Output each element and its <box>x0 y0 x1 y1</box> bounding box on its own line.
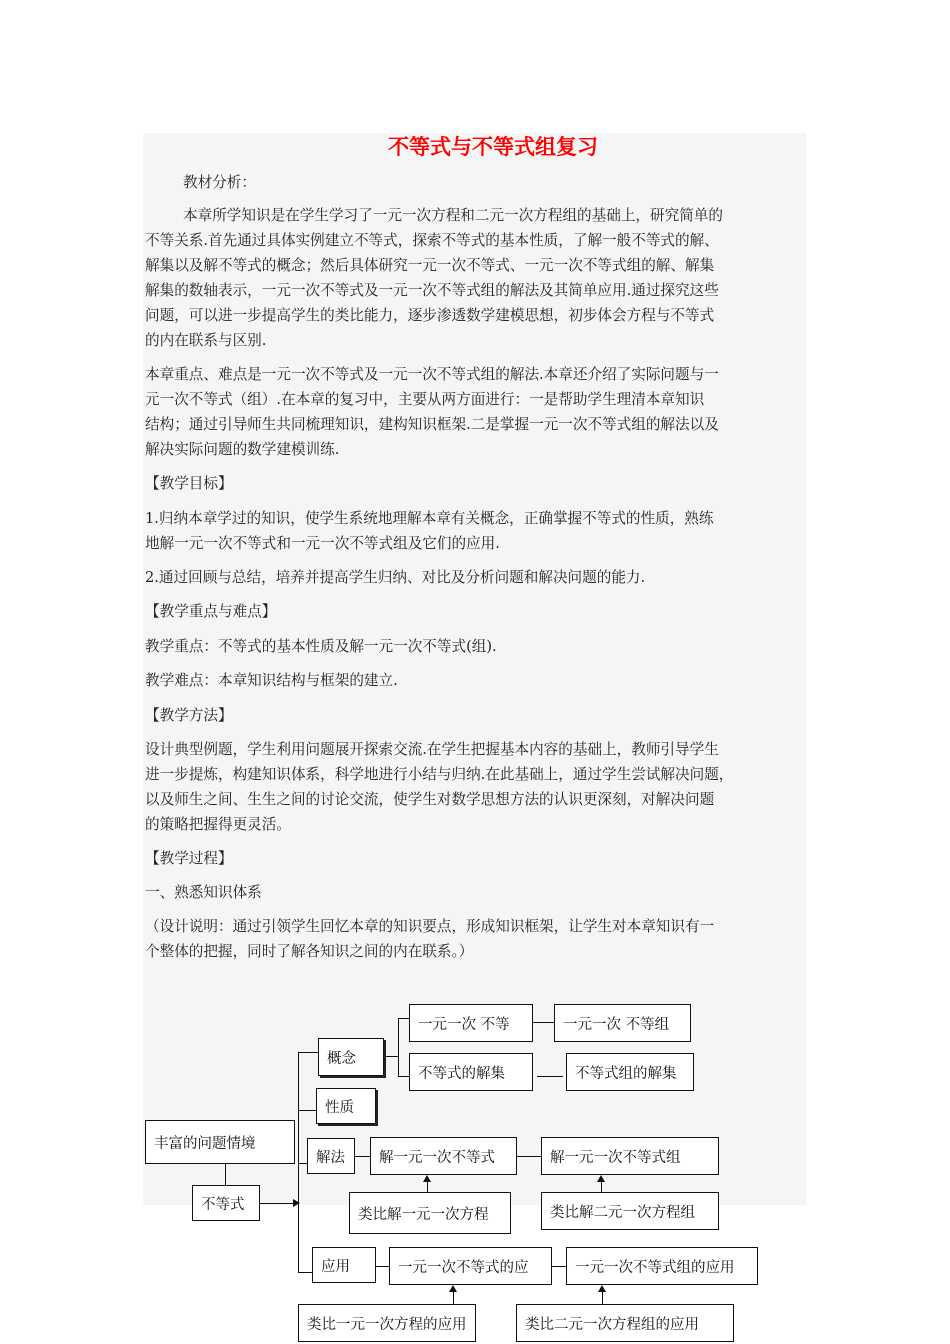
arrow-up-icon <box>423 1175 431 1182</box>
keypoints-heading: 【教学重点与难点】 <box>145 603 277 620</box>
connector <box>398 1076 409 1077</box>
connector <box>427 1182 428 1192</box>
goals-heading: 【教学目标】 <box>145 475 233 492</box>
para1-line: 解集以及解不等式的概念；然后具体研究一元一次不等式、一元一次不等式组的解、解集 <box>145 257 715 274</box>
goal1-line: 1.归纳本章学过的知识，使学生系统地理解本章有关概念，正确掌握不等式的性质，熟练 <box>145 510 714 527</box>
analogy-system-equation-box: 类比解二元一次方程组 <box>541 1192 719 1230</box>
connector <box>601 1182 602 1192</box>
solve-linear-inequality-box: 解一元一次不等式 <box>370 1137 517 1175</box>
method-line: 以及师生之间、生生之间的讨论交流，使学生对数学思想方法的认识更深刻，对解决问题 <box>145 791 715 808</box>
analogy-linear-equation-box: 类比解一元一次方程 <box>349 1192 511 1234</box>
connector <box>517 1156 541 1157</box>
para1-line: 不等关系.首先通过具体实例建立不等式，探索不等式的基本性质，了解一般不等式的解、 <box>145 232 719 249</box>
goal2-line: 2.通过回顾与总结，培养并提高学生归纳、对比及分析问题和解决问题的能力. <box>145 569 646 586</box>
method-line: 进一步提炼，构建知识体系，科学地进行小结与归纳.在此基础上，通过学生尝试解决问题， <box>145 766 734 783</box>
inequality-solution-set-box: 不等式的解集 <box>409 1053 533 1091</box>
app-linear-inequality-box: 一元一次不等式的应 <box>389 1247 552 1285</box>
connector <box>376 1266 389 1267</box>
para1-line: 问题，可以进一步提高学生的类比能力，逐步渗透数学建模思想，初步体会方程与不等式 <box>145 307 715 324</box>
system-solution-set-box: 不等式组的解集 <box>566 1053 694 1091</box>
connector <box>398 1018 399 1076</box>
para1-line: 的内在联系与区别. <box>145 332 267 349</box>
property-box: 性质 <box>316 1088 376 1124</box>
para2-line: 本章重点、难点是一元一次不等式及一元一次不等式组的解法.本章还介绍了实际问题与一 <box>145 366 719 383</box>
analogy-app-linear-box: 类比一元一次方程的应用 <box>298 1304 476 1342</box>
arrow-up-icon <box>449 1285 457 1292</box>
para1-line: 解集的数轴表示，一元一次不等式及一元一次不等式组的解法及其简单应用.通过探究这些 <box>145 282 719 299</box>
method-heading: 【教学方法】 <box>145 707 233 724</box>
para1-line: 本章所学知识是在学生学习了一元一次方程和二元一次方程组的基础上，研究简单的 <box>183 207 723 224</box>
design-note-line: （设计说明：通过引领学生回忆本章的知识要点，形成知识框架，让学生对本章知识有一 <box>145 918 715 935</box>
connector <box>298 1052 318 1053</box>
method-line: 的策略把握得更灵活。 <box>145 816 291 833</box>
method-line: 设计典型例题，学生利用问题展开探索交流.在学生把握基本内容的基础上，教师引导学生 <box>145 741 719 758</box>
arrow-up-icon <box>597 1175 605 1182</box>
app-linear-system-box: 一元一次不等式组的应用 <box>566 1247 758 1285</box>
analysis-heading: 教材分析： <box>183 174 256 191</box>
analogy-app-system-box: 类比二元一次方程组的应用 <box>516 1304 734 1342</box>
arrow-up-icon <box>598 1285 606 1292</box>
rich-context-box: 丰富的问题情境 <box>145 1120 295 1164</box>
connector <box>225 1164 226 1185</box>
solving-box: 解法 <box>307 1138 355 1174</box>
solve-linear-system-box: 解一元一次不等式组 <box>541 1137 719 1175</box>
concept-box: 概念 <box>318 1038 384 1076</box>
connector <box>533 1022 554 1023</box>
document-title: 不等式与不等式组复习 <box>388 135 598 159</box>
connector <box>298 1110 316 1111</box>
connector <box>398 1018 409 1019</box>
connector <box>355 1156 370 1157</box>
connector <box>260 1203 293 1204</box>
para2-line: 结构；通过引导师生共同梳理知识，建构知识框架.二是掌握一元一次不等式组的解法以及 <box>145 416 719 433</box>
connector <box>602 1292 603 1304</box>
para2-line: 解决实际问题的数学建模训练. <box>145 441 340 458</box>
design-note-line: 个整体的把握，同时了解各知识之间的内在联系。） <box>145 943 474 960</box>
connector <box>298 1163 307 1164</box>
keypoint-line: 教学重点：不等式的基本性质及解一元一次不等式(组). <box>145 638 497 655</box>
linear-inequality-system-box: 一元一次 不等组 <box>554 1004 691 1042</box>
linear-inequality-box: 一元一次 不等 <box>409 1004 533 1042</box>
inequality-box: 不等式 <box>192 1185 260 1221</box>
connector <box>552 1266 566 1267</box>
connector <box>453 1292 454 1304</box>
step1-heading: 一、熟悉知识体系 <box>145 884 262 901</box>
connector <box>298 1272 312 1273</box>
connector <box>537 1076 563 1077</box>
goal1-line: 地解一元一次不等式和一元一次不等式组及它们的应用. <box>145 535 500 552</box>
process-heading: 【教学过程】 <box>145 850 233 867</box>
difficulty-line: 教学难点：本章知识结构与框架的建立. <box>145 672 398 689</box>
connector <box>384 1056 398 1057</box>
application-box: 应用 <box>312 1247 376 1283</box>
para2-line: 元一次不等式（组）.在本章的复习中，主要从两方面进行：一是帮助学生理清本章知识 <box>145 391 705 408</box>
